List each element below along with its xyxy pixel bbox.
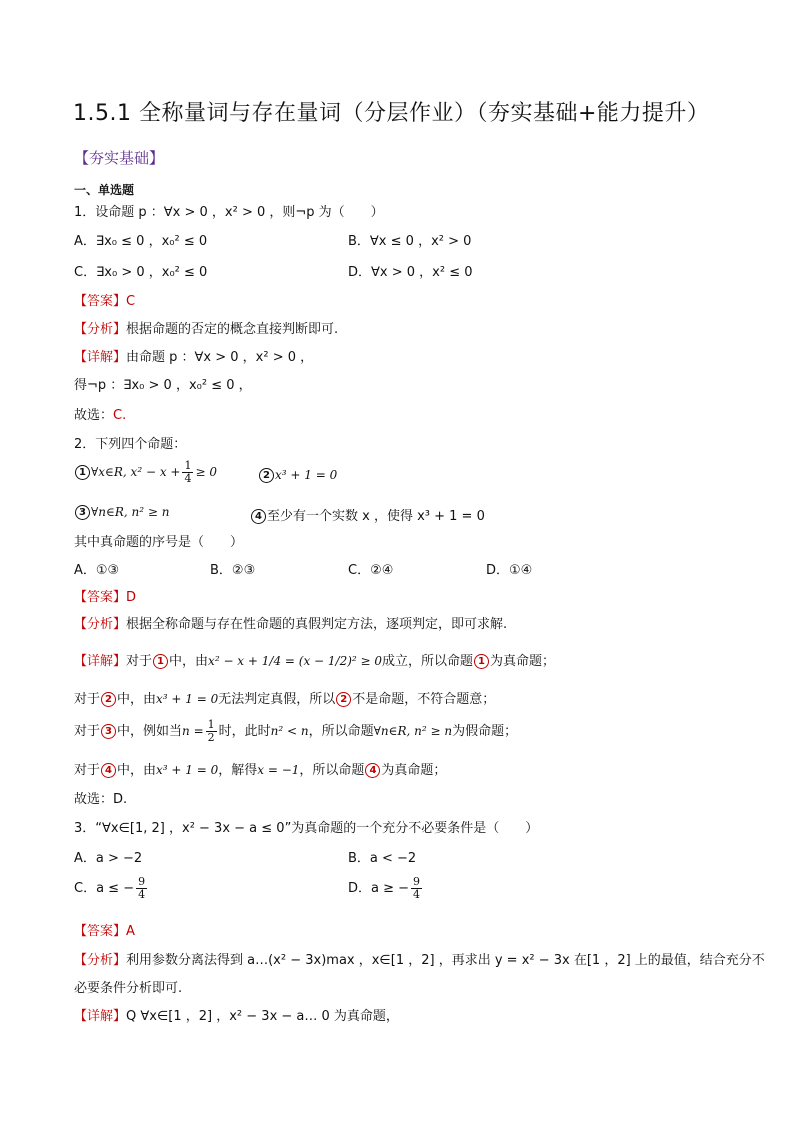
q1-detail-line1 [74, 346, 313, 365]
q1-stem: 1．设命题 p ：∀x > 0 ，x² > 0 ，则¬p 为（ ） [74, 205, 384, 220]
choose-value: C. [113, 408, 127, 423]
q1-option-c: C．∃x₀ > 0 ，x₀² ≤ 0 [74, 265, 208, 280]
page-title: 1.5.1 全称量词与存在量词（分层作业）（夯实基础+能力提升） [73, 101, 710, 126]
q2-prop-2 [258, 468, 337, 483]
prop4-text: 至少有一个实数 x ，使得 x³ + 1 = 0 [267, 509, 485, 524]
detail3-math2: n² < n [270, 724, 309, 738]
section-header: 【夯实基础】 [74, 149, 165, 167]
q1-option-d: D．∀x > 0 ，x² ≤ 0 [348, 265, 473, 280]
fraction: $\frac{9}{4}$ [413, 875, 421, 901]
q2-choose-line: 故选：D. [74, 792, 128, 807]
circled-2-marker: 2 [259, 468, 274, 483]
detail-tag: 【详解】 [74, 1009, 127, 1024]
q2-stem: 2．下列四个命题： [74, 437, 187, 452]
prop3-math: ∀n∈R, n² ≥ n [91, 505, 170, 519]
q1-option-b: B．∀x ≤ 0 ，x² > 0 [348, 234, 472, 249]
prop1-math-a: ∀x∈R, x² − x + [91, 465, 181, 479]
q1-option-a: A．∃x₀ ≤ 0 ，x₀² ≤ 0 [74, 234, 208, 249]
q3-answer-line [74, 920, 135, 939]
answer-tag: 【答案】 [74, 924, 127, 939]
circled-4-marker: 4 [251, 509, 266, 524]
q3-analysis-line1 [74, 949, 765, 968]
q2-detail-line4: 对于 4 中，由x³ + 1 = 0，解得x = −1，所以命题 4 为真命题； [74, 763, 447, 778]
q1-analysis-line [74, 318, 338, 337]
q3-detail-line [74, 1005, 399, 1024]
fraction: $\frac{9}{4}$ [138, 875, 146, 901]
question-type-heading: 一、单选题 [74, 183, 135, 197]
q3-option-c: C．a ≤ − $\frac{9}{4}$ [74, 875, 146, 901]
analysis-text: 根据全称命题与存在性命题的真假判定方法，逐项判定，即可求解. [126, 617, 508, 632]
answer-value: D [126, 590, 137, 605]
detail-text: Q ∀x∈[1 ，2] ，x² − 3x − a… 0 为真命题， [126, 1009, 399, 1024]
analysis-tag: 【分析】 [74, 953, 127, 968]
circled-4-marker: 4 [365, 763, 380, 778]
prop2-math: x³ + 1 = 0 [275, 468, 338, 482]
analysis-text: 根据命题的否定的概念直接判断即可. [126, 322, 339, 337]
detail-text: 由命题 p ：∀x > 0 ，x² > 0 ， [126, 350, 314, 365]
q3-option-d: D．a ≥ − $\frac{9}{4}$ [348, 875, 421, 901]
analysis-tag: 【分析】 [74, 322, 127, 337]
choose-label: 故选： [74, 408, 114, 423]
q2-option-c: C．②④ [348, 563, 394, 578]
q2-answer-line [74, 586, 136, 605]
analysis-text: 利用参数分离法得到 a…(x² − 3x)max ，x∈[1 ，2] ，再求出 y = x² − 3x 在[1 ，2] 上的最值，结合充分不 [126, 953, 765, 968]
q2-prop-4 [250, 505, 485, 524]
fraction: $\frac{1}{4}$ [184, 459, 192, 485]
q3-option-b: B．a < −2 [348, 851, 417, 866]
prop1-math-b: ≥ 0 [195, 465, 217, 479]
detail1-math: x² − x + 1/4 = (x − 1/2)² ≥ 0 [208, 654, 383, 668]
q1-answer-line [74, 290, 135, 309]
analysis-tag: 【分析】 [74, 617, 127, 632]
fraction-one-half: $\frac{1}{2}$ [207, 718, 215, 744]
circled-1-marker: 1 [75, 465, 90, 480]
circled-3-marker: 3 [101, 724, 116, 739]
q1-detail-line2: 得¬p ：∃x₀ > 0 ，x₀² ≤ 0 ， [74, 378, 252, 393]
detail3-math1: n = [182, 724, 204, 738]
detail2-math: x³ + 1 = 0 [156, 692, 219, 706]
circled-1-marker: 1 [474, 654, 489, 669]
q3-analysis-line2: 必要条件分析即可. [74, 981, 183, 996]
q3-option-a: A．a > −2 [74, 851, 143, 866]
detail4-math2: x = −1 [257, 763, 300, 777]
q1-choose-line [74, 404, 126, 423]
q2-option-a: A．①③ [74, 563, 120, 578]
circled-3-marker: 3 [75, 505, 90, 520]
q2-detail-line1: 【详解】对于 1 中，由x² − x + 1/4 = (x − 1/2)² ≥ 0成立，所以命题 1 为真命题； [74, 654, 556, 669]
detail-tag: 【详解】 [74, 654, 127, 669]
circled-2-marker: 2 [101, 692, 116, 707]
q2-detail-line2: 对于 2 中，由x³ + 1 = 0无法判定真假，所以 2 不是命题，不符合题意； [74, 692, 496, 707]
answer-value: A [126, 924, 135, 939]
q2-prop-3 [74, 505, 169, 520]
q2-option-d: D．①④ [486, 563, 533, 578]
answer-tag: 【答案】 [74, 590, 127, 605]
circled-2-marker: 2 [336, 692, 351, 707]
detail4-math1: x³ + 1 = 0 [156, 763, 219, 777]
q2-detail-line3: 对于 3 中，例如当n = $\frac{1}{2}$ 时，此时n² < n，所以命题∀n∈R, n² ≥ n为假命题； [74, 718, 518, 744]
detail-tag: 【详解】 [74, 350, 127, 365]
q2-analysis-line [74, 613, 507, 632]
answer-tag: 【答案】 [74, 294, 127, 309]
circled-4-marker: 4 [101, 763, 116, 778]
q2-option-b: B．②③ [210, 563, 256, 578]
q2-prop-1 [74, 460, 217, 485]
circled-1-marker: 1 [153, 654, 168, 669]
detail3-math3: ∀n∈R, n² ≥ n [373, 724, 453, 738]
q3-stem: 3．“∀x∈[1, 2] ，x² − 3x − a ≤ 0”为真命题的一个充分不必要条件是（ ） [74, 821, 539, 836]
answer-value: C [126, 294, 136, 309]
q2-ask: 其中真命题的序号是（ ） [74, 535, 244, 550]
